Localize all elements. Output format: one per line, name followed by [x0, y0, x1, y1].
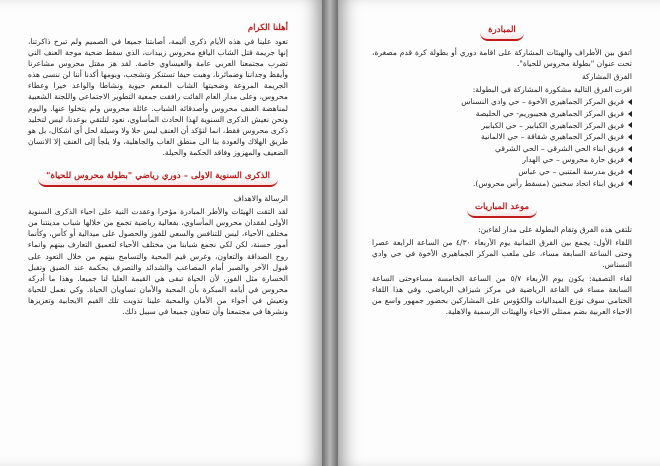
right-heading-initiative: [372, 22, 632, 41]
right-paragraph-intro: اتفق بين الأطراف والهيئات المشاركة على اقامة دوري أو بطولة كرة قدم مصغرة، تحت عنوان "بطولة محروس للحياة".: [372, 48, 632, 69]
list-item: فريق ابناء الحي الشرقي – الحي الشرقي: [372, 143, 632, 155]
left-paragraph-goals: لقد التقت الهيئات والأطر المبادرة مؤخرا وعقدت النية على احياء الذكرى السنوية الأولى لفقدان محروس المأساوي، بفعالية رياضية تجمع من خلالها شباب مدينتنا من مختلف الأحياء، ليس للتنافس والسعي للفوز والحصول على ميدالية أو كأس، وكأنما أمور حسنة، لكن لكي نجمع شبابنا من مختلف الأحياء لتعميق التعارف بينهم وانماء روح الصداقة والتعاون، وغرس قيم المحبة والتسامح بينهم من خلال التعود على قبول الآخر والصبر أمام المصاعب والشدائد والتصرف بحكمة عند الضيق وتقبل الخسارة مثل الفوز، لأن الحياة تبقى هي القيمة العليا لنا جميعا. وهذا ما أدركه محروس في أيامه المبكرة بأن المحبة والأمان تساويان الحياة. وكي نعمل للحياة وتعيش في أجواء من الأمان والمحبة علينا تذويت تلك القيم الايجابية وتعزيزها ونشرها في مجتمعنا وأن نتعاون جميعا في سبيل ذلك.: [28, 207, 288, 316]
list-item: فريق المركز الجماهيري هجيبوريم- حي الحليصة: [372, 108, 632, 120]
left-page: [0, 0, 322, 466]
left-heading-anniversary: [28, 168, 288, 187]
list-item: فريق حارة محروس – حي الهدار: [372, 154, 632, 166]
arrow-bullet-icon: [628, 99, 632, 105]
anniversary-banner: الذكرى السنوية الاولى – دوري رياضي "بطولة محروس للحياة": [38, 168, 278, 187]
left-paragraph-memorial: تعود علينا في هذه الأيام ذكرى أليمة، أصابتنا جميعا في الصميم ولم تبرح ذاكرتنا، إنها جريمة قتل الشاب اليافع محروس زبيدات، الذي سقط ضحية موجة العنف التي تضرب مجتمعنا العربي عامة والعيساوي خاصة. لقد هز مقتل محروس مشاعرنا وأيقظ وجداننا وضمائرنا، وهبت حيفا تستنكر وتشجب، ويومها أكدنا أننا لن ننسى هذه الجريمة المروعة وضحيتها الشاب المفعم حيوية ونشاطا والواعد خيرا وعطاء محروس، وعلى مدار العام الفائت رافقت جمعية التطوير الاجتماعي واللجنة الشعبية لمناهضة العنف محروس وأصدقائه الشباب. عائلة محروس ولم يتخلوا عنها. واليوم ونحن نعيش الذكرى السنوية لهذا الحادث المأساوي، نعود لنلتقي بوعدنا، ليس لتخليد ذكرى محروس فقط، انما لنؤكد أن العنف ليس حلا ولا وسيلة لحل أي اشكال، بل هو طريق الهلاك والعودة بنا الى منطق الغاب والجاهلية، ولا يلجأ إلى العنف إلا الانسان الضعيف والمهزوز وفاقد الحكمة والحيلة.: [28, 37, 288, 157]
book-gutter: [322, 0, 338, 466]
teams-list: [372, 96, 632, 189]
first-match-details: اللقاء الأول: يجمع بين الفرق الثمانية يوم الأربعاء ٤/٣٠ من الساعة الرابعة عصرا وحتى الساعة السابعة مساء، على ملعب المركز الجماهيري الأخوة في حي وادي النسناس.: [372, 238, 633, 270]
arrow-bullet-icon: [628, 180, 632, 186]
list-item: فريق المركز الجماهيري شقاقة – حي الالمانية: [372, 131, 632, 143]
arrow-bullet-icon: [628, 111, 632, 117]
arrow-bullet-icon: [628, 122, 632, 128]
schedule-banner: موعد المباريات: [467, 199, 537, 218]
initiative-banner: المبادرة: [480, 22, 524, 41]
list-item: فريق المركز الجماهيري الكبابير – حي الكبابير: [372, 120, 632, 132]
arrow-bullet-icon: [628, 134, 632, 140]
list-item: فريق المركز الجماهيري الأخوة – حي وادي النسناس: [372, 96, 632, 108]
right-heading-schedule: [372, 199, 632, 218]
participants-label: الفرق المشاركة: [581, 72, 632, 82]
schedule-intro: تلتقي هذه الفرق وتقام البطولة على مدار لقاءين:: [478, 225, 632, 235]
left-subheading-mission: الرسالة والاهداف: [233, 194, 288, 204]
teams-intro: اقرت الفرق التالية مشكورة المشاركة في البطولة:: [472, 85, 632, 95]
list-item: فريق مدرسة المتنبي – حي عباس: [372, 166, 632, 178]
list-item: فريق ابناء اتحاد سخنين (مسقط رأس محروس).: [372, 178, 632, 190]
arrow-bullet-icon: [628, 146, 632, 152]
arrow-bullet-icon: [628, 169, 632, 175]
arrow-bullet-icon: [628, 157, 632, 163]
right-page: [338, 0, 660, 466]
final-match-details: لقاء التصفية: يكون يوم الأربعاء ٥/٧ من الساعة الخامسة مساءوحتى الساعة السابعة مساء في القاعة الرياضية في مركز شيزاف الرياضي. وفي هذا اللقاء الختامي سوف توزع الميداليات والكؤوس على المشاركين بحضور جمهور واسع من الاحياء العربية بضم ممثلي الاحياء والهيئات الرسمية والاهلية.: [372, 273, 632, 316]
left-heading-greeting: أهلنا الكرام: [247, 23, 288, 33]
